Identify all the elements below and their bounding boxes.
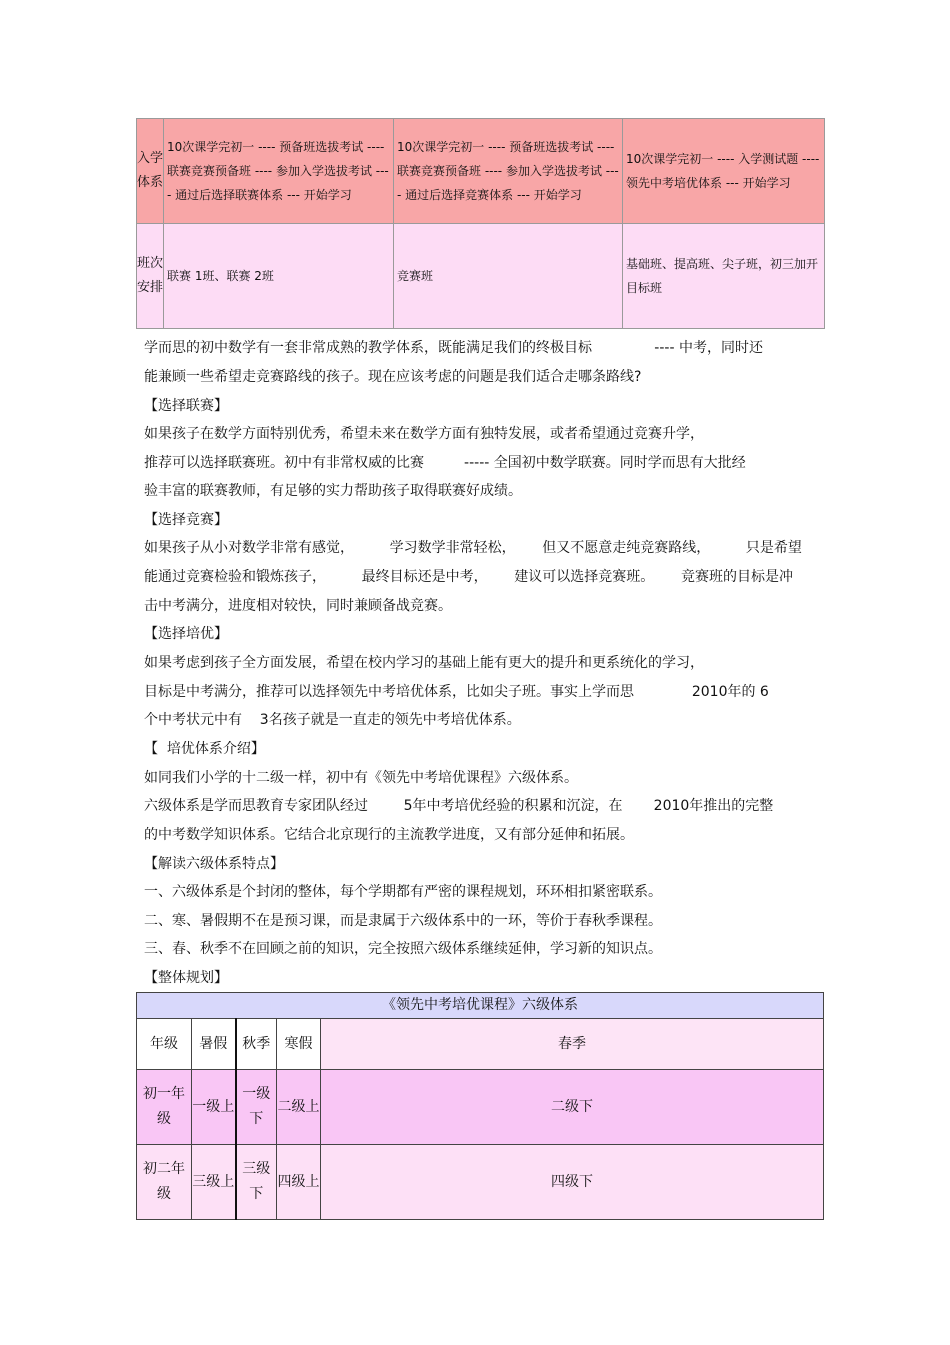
row-header-enrollment: 入学体系 [137,119,164,224]
paragraph-line: 的中考数学知识体系。它结合北京现行的主流教学进度，又有部分延伸和拓展。 [144,827,634,843]
paragraph-line: 个中考状元中有 3名孩子就是一直走的领先中考培优体系。 [144,712,521,728]
column-header: 年级 [137,1019,192,1070]
paragraph-line: 学而思的初中数学有一套非常成熟的教学体系，既能满足我们的终极目标 ---- 中考，同时还 [144,340,763,356]
paragraph-line: 三、春、秋季不在回顾之前的知识，完全按照六级体系继续延伸，学习新的知识点。 [144,941,662,957]
column-header: 春季 [321,1019,824,1070]
paragraph-line: 如果考虑到孩子全方面发展，希望在校内学习的基础上能有更大的提升和更系统化的学习， [144,655,704,671]
table-row [137,1070,824,1145]
section-heading: 【解读六级体系特点】 [144,856,284,872]
paragraph-line: 击中考满分，进度相对较快，同时兼顾备战竞赛。 [144,598,452,614]
row-header-classes: 班次安排 [137,224,164,329]
paragraph-line: 六级体系是学而思教育专家团队经过 5年中考培优经验的积累和沉淀，在 2010年推出的完整 [144,798,774,814]
table-cell: 二级下 [321,1070,824,1145]
paragraph-line: 能通过竞赛检验和锻炼孩子， 最终目标还是中考， 建议可以选择竞赛班。 竞赛班的目标是冲 [144,569,794,585]
plan-table [136,992,824,1220]
plan-table-title: 《领先中考培优课程》六级体系 [137,993,824,1019]
table-cell: 10次课学完初一 ---- 入学测试题 ---- 领先中考培优体系 --- 开始学习 [623,119,825,224]
table-cell: 三级上 [192,1145,236,1220]
intro-table [136,118,825,329]
table-header-row [137,1019,824,1070]
paragraph-line: 一、六级体系是个封闭的整体，每个学期都有严密的课程规划，环环相扣紧密联系。 [144,884,662,900]
table-cell: 四级上 [277,1145,321,1220]
table-row [137,224,825,329]
table-cell: 四级下 [321,1145,824,1220]
section-heading: 【选择联赛】 [144,398,228,414]
grade-cell: 初二年级 [137,1145,192,1220]
grade-cell: 初一年级 [137,1070,192,1145]
section-heading: 【整体规划】 [144,970,228,986]
table-cell: 10次课学完初一 ---- 预备班选拔考试 ---- 联赛竞赛预备班 ---- 参加入学选拔考试 ---- 通过后选择联赛体系 --- 开始学习 [164,119,394,224]
paragraph-line: 如果孩子在数学方面特别优秀，希望未来在数学方面有独特发展，或者希望通过竞赛升学， [144,426,704,442]
column-header: 秋季 [236,1019,277,1070]
paragraph-line: 如果孩子从小对数学非常有感觉， 学习数学非常轻松， 但又不愿意走纯竞赛路线， 只是希望 [144,540,802,556]
table-cell: 联赛 1班、联赛 2班 [164,224,394,329]
table-row [137,1145,824,1220]
table-cell: 10次课学完初一 ---- 预备班选拔考试 ---- 联赛竞赛预备班 ---- 参加入学选拔考试 ---- 通过后选择竞赛体系 --- 开始学习 [394,119,623,224]
paragraph-line: 推荐可以选择联赛班。初中有非常权威的比赛 ----- 全国初中数学联赛。同时学而思有大批经 [144,455,746,471]
paragraph-line: 目标是中考满分，推荐可以选择领先中考培优体系，比如尖子班。事实上学而思 2010年的 6 [144,684,769,700]
table-cell: 二级上 [277,1070,321,1145]
paragraph-line: 能兼顾一些希望走竞赛路线的孩子。现在应该考虑的问题是我们适合走哪条路线? [144,369,642,385]
section-heading: 【 培优体系介绍】 [144,741,265,757]
table-cell: 三级下 [236,1145,277,1220]
paragraph-line: 验丰富的联赛教师，有足够的实力帮助孩子取得联赛好成绩。 [144,483,522,499]
table-row [137,119,825,224]
table-cell: 一级下 [236,1070,277,1145]
paragraph-line: 二、寒、暑假期不在是预习课，而是隶属于六级体系中的一环，等价于春秋季课程。 [144,913,662,929]
table-cell: 竞赛班 [394,224,623,329]
paragraph-line: 如同我们小学的十二级一样，初中有《领先中考培优课程》六级体系。 [144,770,578,786]
table-cell: 一级上 [192,1070,236,1145]
table-cell: 基础班、提高班、尖子班，初三加开目标班 [623,224,825,329]
section-heading: 【选择培优】 [144,626,228,642]
column-header: 暑假 [192,1019,236,1070]
column-header: 寒假 [277,1019,321,1070]
section-heading: 【选择竞赛】 [144,512,228,528]
